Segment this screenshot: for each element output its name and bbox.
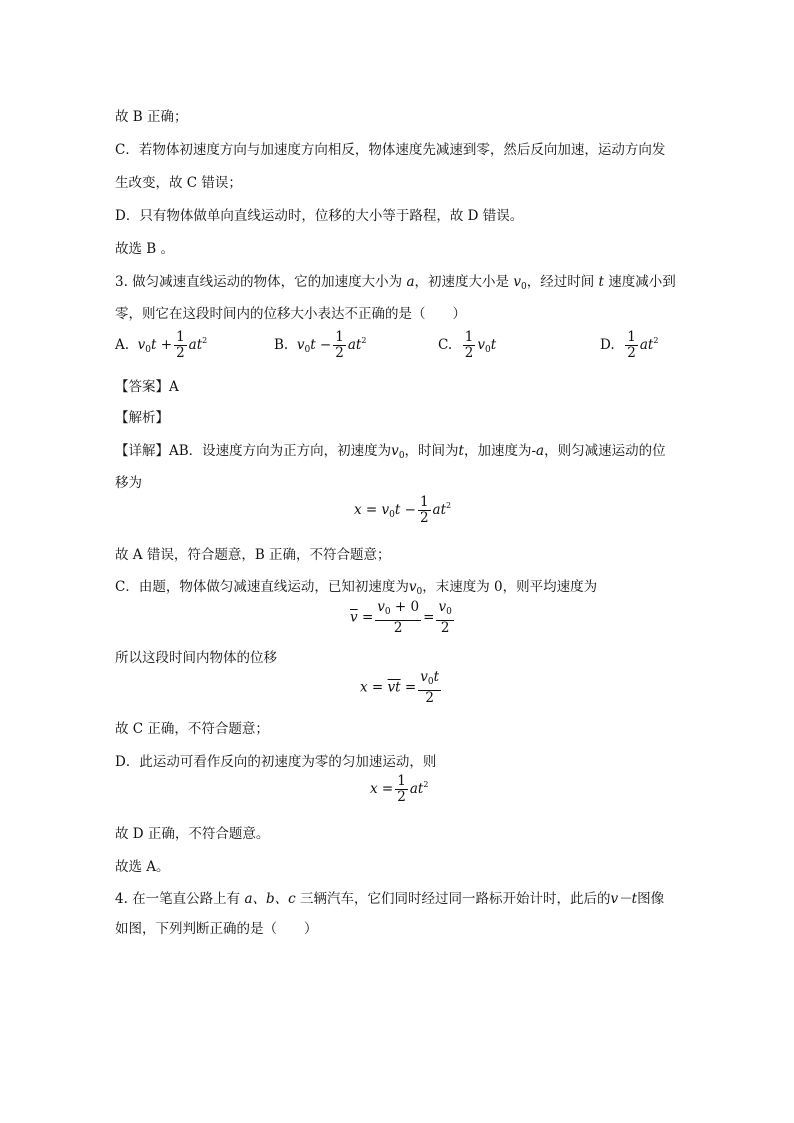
text-line: 故 D 正确，不符合题意。 xyxy=(115,826,270,842)
text-line: 故选 B 。 xyxy=(115,241,175,257)
question-3-line-2: 零，则它在这段时间内的位移大小表达不正确的是（ ） xyxy=(115,306,466,322)
detail-line-c: C．由题，物体做匀减速直线运动，已知初速度为$v_0$，末速度为 0，则平均速度为 xyxy=(115,579,598,597)
text-line: 故 C 正确，不符合题意； xyxy=(115,721,269,737)
option-a: A. $v_0t$ + $\frac{1}{2}$ $at^2$ xyxy=(115,329,208,361)
equation-displacement-avg: $x = \overline{vt}$ = $\frac{v_0t}{2}$ xyxy=(360,669,440,706)
text-line: 故选 A。 xyxy=(115,859,170,875)
question-4-line-1: 4. 在一笔直公路上有 a、b、c 三辆汽车，它们同时经过同一路标开始计时，此后的v－t图像 xyxy=(115,891,665,907)
equation-average-velocity: $\overline{v}$ = $\frac{v_0 + 0}{2}$ = $\frac{v_0}{2}$ xyxy=(350,599,452,636)
question-3-line-1: 3. 做匀减速直线运动的物体，它的加速度大小为 a，初速度大小是 $v_0$，经过时间 t 速度减小到 xyxy=(115,274,676,292)
answer-label: 【答案】A xyxy=(115,379,179,395)
text-line: 故 B 正确； xyxy=(115,109,188,125)
text-line: 生改变，故 C 错误； xyxy=(115,175,242,191)
question-4-line-2: 如图，下列判断正确的是（ ） xyxy=(115,921,318,937)
equation-reverse-motion: x = $\frac{1}{2}$ $at^2$ xyxy=(370,773,429,805)
text-line: 移为 xyxy=(115,475,142,491)
option-d: D. $\frac{1}{2}$ $at^2$ xyxy=(600,329,659,361)
text-line: D．只有物体做单向直线运动时，位移的大小等于路程，故 D 错误。 xyxy=(115,208,524,224)
option-b: B. $v_0t$ − $\frac{1}{2}$ $at^2$ xyxy=(274,329,367,361)
option-c: C. $\frac{1}{2}$ $v_0t$ xyxy=(438,329,497,361)
equation-displacement: $x = v_0t$ − $\frac{1}{2}$ $at^2$ xyxy=(354,494,452,526)
text-line: 故 A 错误，符合题意，B 正确，不符合题意； xyxy=(115,547,391,563)
analysis-label: 【解析】 xyxy=(115,410,169,426)
text-line: 所以这段时间内物体的位移 xyxy=(115,650,277,666)
text-line: C．若物体初速度方向与加速度方向相反，物体速度先减速到零，然后反向加速，运动方向发 xyxy=(115,142,666,158)
text-line: D．此运动可看作反向的初速度为零的匀加速运动，则 xyxy=(115,754,437,770)
detail-line-1: 【详解】AB．设速度方向为正方向，初速度为$v_0$，时间为t，加速度为-a，则匀减速运动的位 xyxy=(115,443,666,461)
